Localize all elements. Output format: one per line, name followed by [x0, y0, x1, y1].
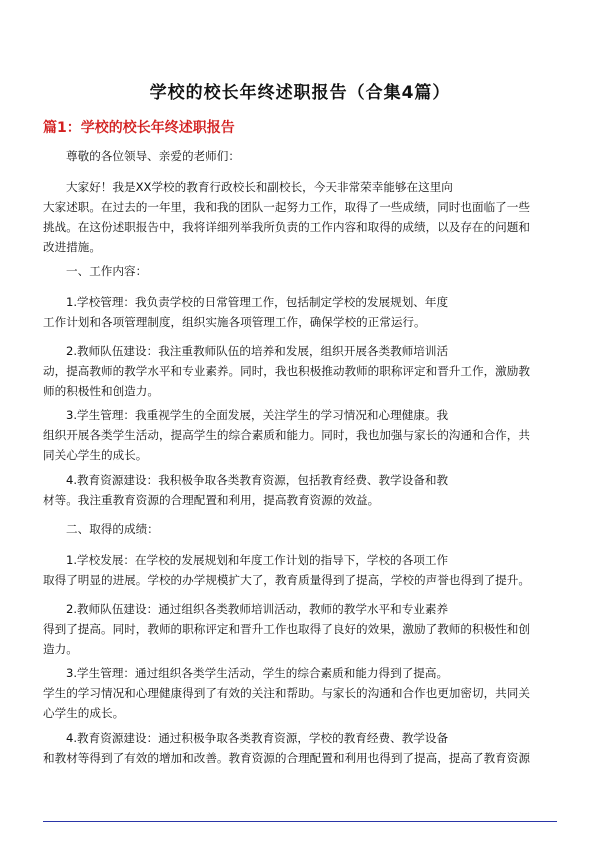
text-line: 工作计划和各项管理制度，组织实施各项管理工作，确保学校的正常运行。: [43, 315, 426, 329]
text-line: 学生的学习情况和心理健康得到了有效的关注和帮助。与家长的沟通和合作也更加密切，共同关: [43, 686, 530, 700]
paragraph-intro: [43, 177, 563, 257]
text-line: 尊敬的各位领导、亲爱的老师们：: [66, 149, 240, 163]
paragraph-teacher-results: [43, 599, 563, 659]
paragraph-teacher-team: [43, 341, 563, 401]
text-line: 3.学生管理：通过组织各类学生活动，学生的综合素质和能力得到了提高。: [66, 666, 449, 680]
paragraph-greeting: [43, 146, 563, 166]
text-line: 材等。我注重教育资源的合理配置和利用，提高教育资源的效益。: [43, 493, 380, 507]
text-line: 一、工作内容：: [66, 264, 148, 278]
footer-divider: [43, 821, 557, 822]
text-line: 师的积极性和创造力。: [43, 384, 159, 398]
paragraph-student-results: [43, 663, 563, 723]
text-line: 1.学校发展：在学校的发展规划和年度工作计划的指导下，学校的各项工作: [66, 553, 449, 567]
text-line: 挑战。在这份述职报告中，我将详细列举我所负责的工作内容和取得的成绩，以及存在的问题和: [43, 220, 530, 234]
text-line: 改进措施。: [43, 240, 101, 254]
heading-work-content: [43, 261, 563, 281]
text-line: 取得了明显的进展。学校的办学规模扩大了，教育质量得到了提高，学校的声誉也得到了提升。: [43, 573, 530, 587]
text-line: 大家好！我是XX学校的教育行政校长和副校长，今天非常荣幸能够在这里向: [66, 180, 453, 194]
section-title: 篇1：学校的校长年终述职报告: [43, 120, 235, 136]
text-line: 心学生的成长。: [43, 706, 125, 720]
text-line: 大家述职。在过去的一年里，我和我的团队一起努力工作，取得了一些成绩，同时也面临了一些: [43, 200, 530, 214]
paragraph-school-management: [43, 292, 563, 332]
text-line: 3.学生管理：我重视学生的全面发展，关注学生的学习情况和心理健康。我: [66, 408, 449, 422]
document-title: 学校的校长年终述职报告（合集4篇）: [149, 83, 451, 103]
text-line: 同关心学生的成长。: [43, 448, 148, 462]
text-line: 造力。: [43, 642, 78, 656]
paragraph-student-management: [43, 405, 563, 465]
text-line: 动，提高教师的教学水平和专业素养。同时，我也积极推动教师的职称评定和晋升工作，激励教: [43, 364, 530, 378]
text-line: 1.学校管理：我负责学校的日常管理工作，包括制定学校的发展规划、年度: [66, 295, 449, 309]
text-line: 得到了提高。同时，教师的职称评定和晋升工作也取得了良好的效果，激励了教师的积极性和创: [43, 622, 530, 636]
paragraph-resource-results: [43, 728, 563, 768]
text-line: 4.教育资源建设：我积极争取各类教育资源，包括教育经费、教学设备和教: [66, 473, 449, 487]
paragraph-school-development: [43, 550, 563, 590]
text-line: 组织开展各类学生活动，提高学生的综合素质和能力。同时，我也加强与家长的沟通和合作，共: [43, 428, 530, 442]
text-line: 2.教师队伍建设：通过组织各类教师培训活动，教师的教学水平和专业素养: [66, 602, 449, 616]
paragraph-education-resources: [43, 470, 563, 510]
text-line: 和教材等得到了有效的增加和改善。教育资源的合理配置和利用也得到了提高，提高了教育资源: [43, 751, 530, 765]
text-line: 二、取得的成绩：: [66, 522, 159, 536]
heading-achievements: [43, 519, 563, 539]
text-line: 4.教育资源建设：通过积极争取各类教育资源，学校的教育经费、教学设备: [66, 731, 449, 745]
text-line: 2.教师队伍建设：我注重教师队伍的培养和发展，组织开展各类教师培训活: [66, 344, 449, 358]
